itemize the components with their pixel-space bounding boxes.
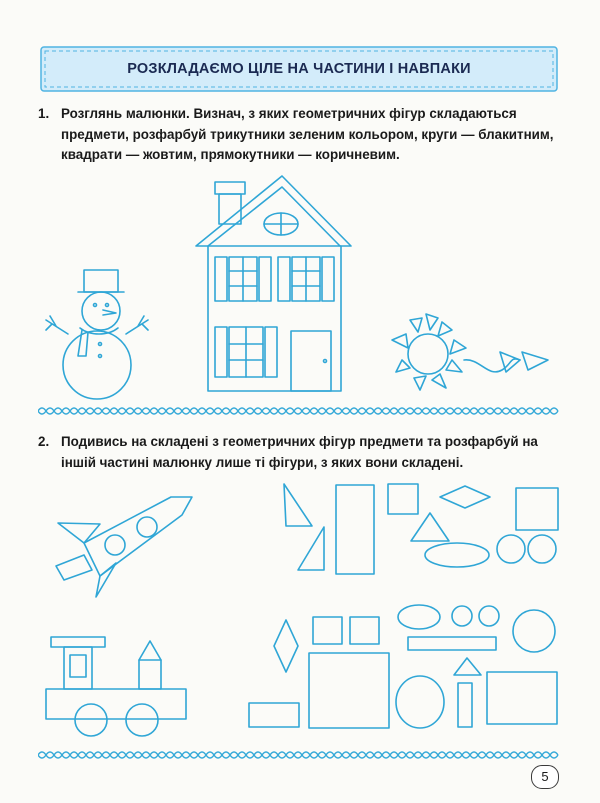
page-number: 5 xyxy=(531,765,559,789)
task-2-text: Подивись на складені з геометричних фігур предмети та розфарбуй на іншій частині малюнку лише ті фігури, з яких вони складені. xyxy=(61,434,538,470)
shapes-set-2 xyxy=(249,605,557,728)
section-divider-2 xyxy=(38,749,560,761)
task-2-number: 2. xyxy=(38,434,50,449)
task-1-number: 1. xyxy=(38,106,50,121)
rocket-drawing xyxy=(56,497,192,597)
page-title: РОЗКЛАДАЄМО ЦІЛЕ НА ЧАСТИНИ І НАВПАКИ xyxy=(127,61,471,77)
shapes-set-1 xyxy=(284,484,558,574)
task-1-text: Розглянь малюнки. Визнач, з яких геометричних фігур складаються предмети, розфарбуй трикутники зеленим кольором, круги — блакитним, квадрати — жовтим, прямокутники — коричневим. xyxy=(61,106,554,162)
train-drawing xyxy=(46,637,186,736)
